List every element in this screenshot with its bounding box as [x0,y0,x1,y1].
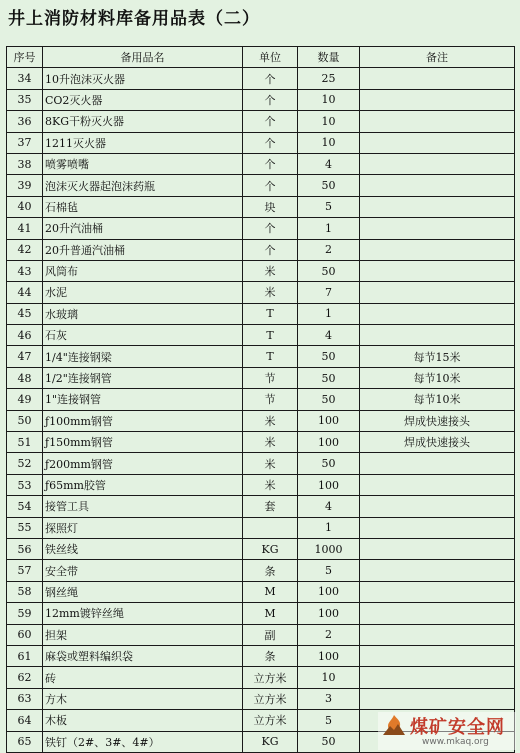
cell-no: 47 [7,346,43,367]
cell-name: ƒ200mm钢管 [43,453,243,474]
header-name: 备用品名 [43,47,243,68]
watermark-text: 煤矿安全网 [410,717,505,738]
table-row [7,432,515,453]
cell-remark [360,325,515,346]
cell-name: 喷雾喷嘴 [43,153,243,174]
cell-remark [360,239,515,260]
table-row [7,111,515,132]
cell-name: 铁丝线 [43,538,243,559]
cell-unit: KG [243,731,298,752]
cell-unit: 米 [243,453,298,474]
cell-qty: 4 [298,496,360,517]
table-row [7,538,515,559]
cell-no: 38 [7,153,43,174]
header-remark: 备注 [360,47,515,68]
cell-qty: 1 [298,517,360,538]
cell-no: 41 [7,218,43,239]
table-row [7,688,515,709]
watermark-url: www.mkaq.org [422,737,489,747]
cell-no: 52 [7,453,43,474]
page-title: 井上消防材料库备用品表（二） [8,9,260,29]
cell-name: 铁钉（2#、3#、4#） [43,731,243,752]
cell-unit: 条 [243,560,298,581]
cell-no: 36 [7,111,43,132]
cell-unit: 个 [243,132,298,153]
cell-unit [243,517,298,538]
cell-remark [360,153,515,174]
table-row [7,346,515,367]
cell-remark [360,111,515,132]
cell-name: 木板 [43,710,243,731]
cell-remark [360,218,515,239]
cell-name: 1211灭火器 [43,132,243,153]
cell-name: 麻袋或塑料编织袋 [43,645,243,666]
cell-name: 12mm镀锌丝绳 [43,603,243,624]
cell-unit: M [243,603,298,624]
cell-qty: 50 [298,346,360,367]
cell-remark [360,196,515,217]
cell-no: 54 [7,496,43,517]
table-row [7,325,515,346]
cell-qty: 50 [298,175,360,196]
cell-no: 44 [7,282,43,303]
cell-no: 48 [7,367,43,388]
cell-no: 51 [7,432,43,453]
cell-unit: 节 [243,367,298,388]
cell-qty: 100 [298,603,360,624]
cell-remark [360,538,515,559]
cell-name: 10升泡沫灭火器 [43,68,243,89]
header-no: 序号 [7,47,43,68]
cell-no: 46 [7,325,43,346]
cell-qty: 5 [298,560,360,581]
cell-remark [360,132,515,153]
cell-qty: 10 [298,111,360,132]
cell-remark [360,603,515,624]
cell-unit: 立方米 [243,688,298,709]
cell-remark: 每节10米 [360,367,515,388]
cell-name: 砖 [43,667,243,688]
cell-no: 55 [7,517,43,538]
cell-no: 65 [7,731,43,752]
cell-unit: 个 [243,89,298,110]
cell-qty: 10 [298,667,360,688]
cell-name: 风筒布 [43,260,243,281]
cell-remark [360,517,515,538]
cell-no: 56 [7,538,43,559]
cell-no: 39 [7,175,43,196]
cell-qty: 5 [298,710,360,731]
cell-remark [360,260,515,281]
cell-no: 40 [7,196,43,217]
cell-remark: 每节15米 [360,346,515,367]
cell-remark: 每节10米 [360,389,515,410]
cell-unit: 个 [243,153,298,174]
cell-qty: 100 [298,432,360,453]
cell-unit: 块 [243,196,298,217]
cell-unit: 个 [243,68,298,89]
cell-name: CO2灭火器 [43,89,243,110]
cell-qty: 2 [298,624,360,645]
table-row [7,453,515,474]
table-row [7,68,515,89]
cell-no: 62 [7,667,43,688]
cell-unit: KG [243,538,298,559]
table-row [7,645,515,666]
table-row [7,667,515,688]
cell-remark: 焊成快速接头 [360,432,515,453]
cell-qty: 4 [298,325,360,346]
cell-remark [360,581,515,602]
cell-unit: 米 [243,410,298,431]
table-row [7,303,515,324]
cell-qty: 25 [298,68,360,89]
table-row [7,517,515,538]
cell-unit: T [243,325,298,346]
cell-name: 方木 [43,688,243,709]
cell-name: 8KG干粉灭火器 [43,111,243,132]
cell-unit: 米 [243,432,298,453]
table-row [7,89,515,110]
table-row [7,410,515,431]
cell-name: 泡沫灭火器起泡沫药瓶 [43,175,243,196]
cell-qty: 50 [298,367,360,388]
cell-no: 50 [7,410,43,431]
table-row [7,389,515,410]
cell-name: 石棉毡 [43,196,243,217]
cell-unit: 个 [243,239,298,260]
cell-no: 63 [7,688,43,709]
table-row [7,260,515,281]
cell-remark [360,89,515,110]
cell-name: 20升普通汽油桶 [43,239,243,260]
cell-name: ƒ65mm胶管 [43,474,243,495]
cell-no: 53 [7,474,43,495]
cell-name: 1/2"连接钢管 [43,367,243,388]
cell-qty: 1 [298,303,360,324]
table-row [7,496,515,517]
cell-unit: T [243,303,298,324]
cell-name: ƒ150mm钢管 [43,432,243,453]
table-row [7,132,515,153]
cell-remark [360,474,515,495]
table-row [7,560,515,581]
cell-unit: 个 [243,111,298,132]
cell-name: 20升汽油桶 [43,218,243,239]
cell-unit: 节 [243,389,298,410]
cell-name: 探照灯 [43,517,243,538]
cell-name: 石灰 [43,325,243,346]
cell-unit: 个 [243,218,298,239]
cell-name: 1"连接钢管 [43,389,243,410]
cell-no: 64 [7,710,43,731]
cell-unit: 副 [243,624,298,645]
cell-qty: 10 [298,132,360,153]
cell-qty: 100 [298,645,360,666]
cell-name: 1/4"连接钢梁 [43,346,243,367]
cell-unit: 立方米 [243,667,298,688]
cell-remark [360,624,515,645]
cell-remark [360,560,515,581]
cell-no: 37 [7,132,43,153]
cell-qty: 50 [298,260,360,281]
cell-name: 水泥 [43,282,243,303]
cell-remark [360,496,515,517]
cell-qty: 100 [298,474,360,495]
cell-unit: M [243,581,298,602]
table-row [7,196,515,217]
cell-remark [360,68,515,89]
cell-remark [360,453,515,474]
cell-qty: 1 [298,218,360,239]
header-qty: 数量 [298,47,360,68]
table-row [7,239,515,260]
cell-remark [360,667,515,688]
cell-qty: 50 [298,389,360,410]
cell-no: 45 [7,303,43,324]
cell-qty: 10 [298,89,360,110]
cell-unit: T [243,346,298,367]
cell-remark: 焊成快速接头 [360,410,515,431]
cell-remark [360,175,515,196]
cell-remark [360,688,515,709]
cell-unit: 条 [243,645,298,666]
cell-qty: 50 [298,731,360,752]
table-row [7,624,515,645]
cell-name: 担架 [43,624,243,645]
cell-name: 接管工具 [43,496,243,517]
cell-remark [360,282,515,303]
cell-no: 59 [7,603,43,624]
table-row [7,218,515,239]
cell-unit: 米 [243,260,298,281]
header-unit: 单位 [243,47,298,68]
cell-name: 钢丝绳 [43,581,243,602]
cell-qty: 100 [298,581,360,602]
cell-qty: 100 [298,410,360,431]
cell-qty: 7 [298,282,360,303]
cell-unit: 米 [243,474,298,495]
table-row [7,153,515,174]
cell-no: 61 [7,645,43,666]
cell-qty: 50 [298,453,360,474]
table-row [7,581,515,602]
table-header-row [7,47,515,68]
cell-no: 60 [7,624,43,645]
watermark [378,712,516,750]
cell-qty: 4 [298,153,360,174]
cell-no: 34 [7,68,43,89]
cell-unit: 个 [243,175,298,196]
cell-qty: 3 [298,688,360,709]
cell-no: 35 [7,89,43,110]
cell-unit: 米 [243,282,298,303]
inventory-table [6,46,515,753]
cell-no: 43 [7,260,43,281]
table-row [7,603,515,624]
cell-no: 57 [7,560,43,581]
cell-qty: 5 [298,196,360,217]
cell-no: 42 [7,239,43,260]
table-row [7,282,515,303]
cell-remark [360,645,515,666]
cell-remark [360,303,515,324]
cell-name: ƒ100mm钢管 [43,410,243,431]
cell-no: 49 [7,389,43,410]
table-body [7,68,515,753]
cell-unit: 立方米 [243,710,298,731]
table-row [7,175,515,196]
cell-name: 水玻璃 [43,303,243,324]
cell-unit: 套 [243,496,298,517]
cell-qty: 1000 [298,538,360,559]
table-row [7,367,515,388]
cell-qty: 2 [298,239,360,260]
flame-mountain-logo-icon [382,714,406,736]
table-row [7,474,515,495]
cell-name: 安全带 [43,560,243,581]
cell-no: 58 [7,581,43,602]
